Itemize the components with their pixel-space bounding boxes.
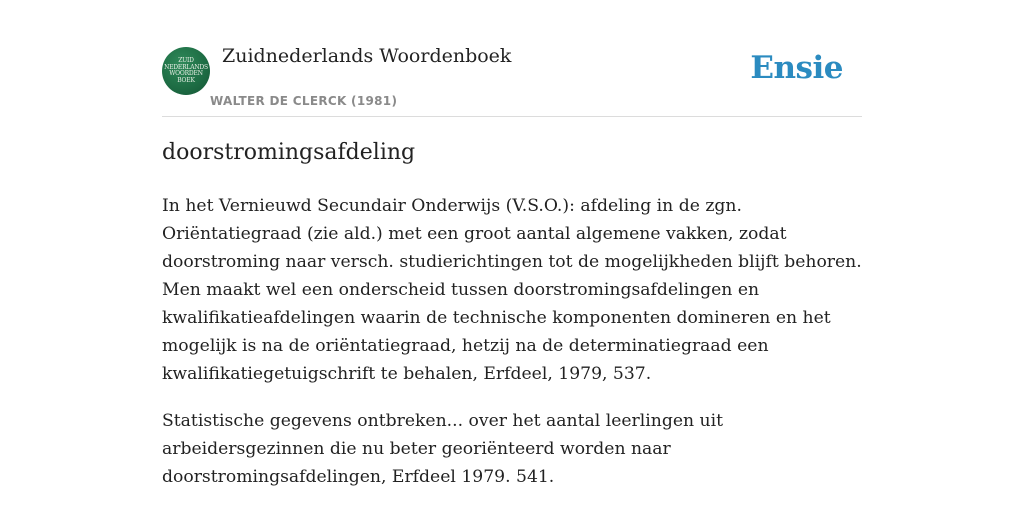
page xyxy=(162,0,862,487)
entry-term: doorstromingsafdeling xyxy=(162,140,416,165)
definition-paragraph: In het Vernieuwd Secundair Onderwijs (V.S.O.): afdeling in de zgn. Oriëntatiegraad (zie ald.) met een groot aantal algemene vakken, zodat doorstroming naar versch. studierichtingen tot de mogelijkheden blijft behoren. Men maakt wel een onderscheid tussen doorstromingsafdelingen en kwalifikatieafdelingen waarin de technische komponenten domineren en het mogelijk is na de oriëntatiegraad, hetzij na de determinatiegraad een kwalifikatiegetuigschrift te behalen, Erfdeel, 1979, 537. xyxy=(162,196,862,384)
ensie-logo-link[interactable]: Ensie xyxy=(750,50,843,86)
book-title[interactable]: Zuidnederlands Woordenboek xyxy=(222,45,512,67)
entry-definition xyxy=(162,192,862,510)
book-cover-logo[interactable] xyxy=(162,47,210,95)
logo-line: NEDERLANDS xyxy=(164,63,208,71)
definition-paragraph: Statistische gegevens ontbreken... over het aantal leerlingen uit arbeidersgezinnen die nu beter georiënteerd worden naar doorstromingsafdelingen, Erfdeel 1979. 541. xyxy=(162,411,724,487)
logo-line: WOORDEN xyxy=(169,70,203,77)
header xyxy=(162,0,862,117)
book-author: WALTER DE CLERCK (1981) xyxy=(210,94,398,108)
logo-line: BOEK xyxy=(177,76,195,84)
logo-line: ZUID xyxy=(178,57,194,64)
